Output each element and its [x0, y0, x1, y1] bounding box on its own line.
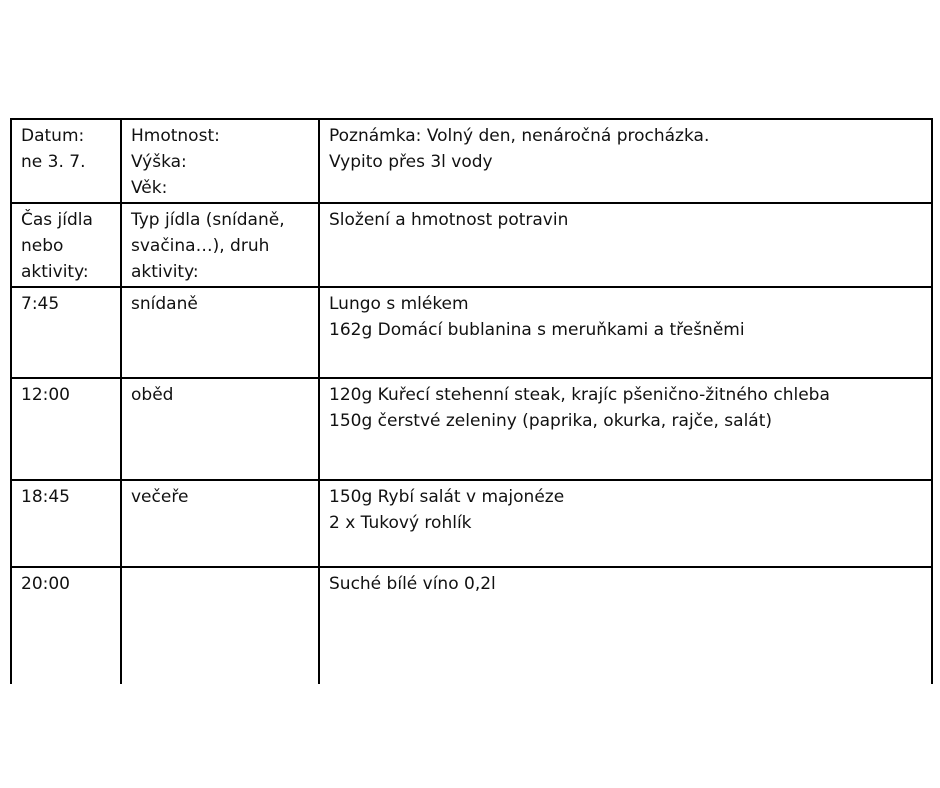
food-item: 2 x Tukový rohlík [329, 513, 472, 533]
meal-type-cell: snídaně [121, 287, 319, 378]
food-item: 162g Domácí bublanina s meruňkami a třešněmi [329, 320, 745, 340]
column-header-line: svačina…), druh [131, 236, 270, 256]
weight-label: Hmotnost: [131, 126, 220, 146]
date-cell [11, 119, 121, 203]
column-header-line: Čas jídla [21, 210, 93, 230]
note-line: Poznámka: Volný den, nenáročná procházka. [329, 126, 710, 146]
time-cell: 12:00 [11, 378, 121, 480]
food-item: 120g Kuřecí stehenní steak, krajíc pšenično-žitného chleba [329, 385, 830, 405]
column-header-time [11, 203, 121, 287]
food-item: Suché bílé víno 0,2l [329, 574, 496, 594]
food-item: 150g Rybí salát v majonéze [329, 487, 565, 507]
time-cell: 7:45 [11, 287, 121, 378]
body-metrics-cell [121, 119, 319, 203]
date-label: Datum: [21, 126, 85, 146]
column-header-type [121, 203, 319, 287]
date-value: ne 3. 7. [21, 152, 86, 172]
food-items-cell [319, 567, 932, 684]
diet-log-table [10, 118, 933, 684]
column-header-line: Typ jídla (snídaně, [131, 210, 285, 230]
table-row [11, 378, 932, 480]
table-row-header-info [11, 119, 932, 203]
food-items-cell [319, 287, 932, 378]
column-header-line: aktivity: [21, 262, 89, 282]
food-item: Lungo s mlékem [329, 294, 469, 314]
table-row-column-headers [11, 203, 932, 287]
column-header-content [319, 203, 932, 287]
meal-type-cell: večeře [121, 480, 319, 567]
note-cell [319, 119, 932, 203]
food-items-cell [319, 378, 932, 480]
food-items-cell [319, 480, 932, 567]
column-header-line: nebo [21, 236, 64, 256]
age-label: Věk: [131, 178, 168, 198]
height-label: Výška: [131, 152, 187, 172]
time-cell: 20:00 [11, 567, 121, 684]
table-row [11, 480, 932, 567]
time-cell: 18:45 [11, 480, 121, 567]
meal-type-cell [121, 567, 319, 684]
table-row [11, 567, 932, 684]
column-header-line: Složení a hmotnost potravin [329, 210, 569, 230]
food-item: 150g čerstvé zeleniny (paprika, okurka, rajče, salát) [329, 411, 773, 431]
table-row [11, 287, 932, 378]
column-header-line: aktivity: [131, 262, 199, 282]
meal-type-cell: oběd [121, 378, 319, 480]
note-line: Vypito přes 3l vody [329, 152, 493, 172]
